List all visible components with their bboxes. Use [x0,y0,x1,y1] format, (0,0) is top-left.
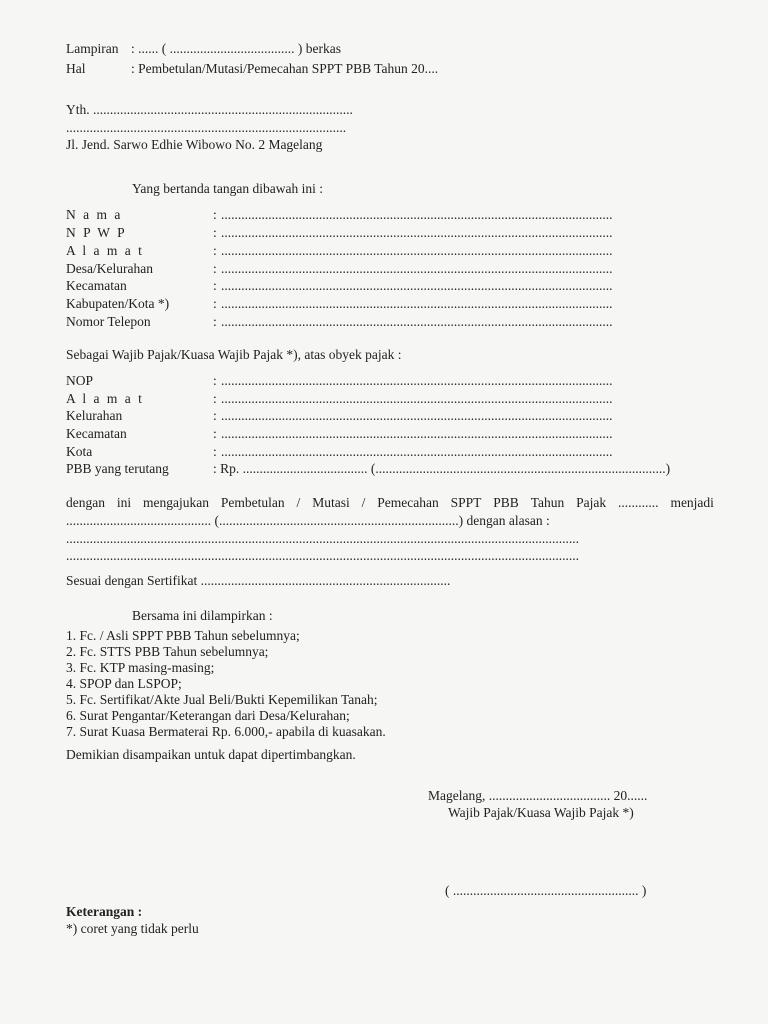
field-label-object-kecamatan: Kecamatan [66,426,127,441]
attachment-item: 1. Fc. / Asli SPPT PBB Tahun sebelumnya; [66,628,300,643]
field-blank-alamat[interactable]: .................................................................................................................... [221,243,613,258]
field-colon: : [213,426,217,441]
field-label-nop: NOP [66,373,94,388]
field-blank-nama[interactable]: .................................................................................................................... [221,207,613,222]
attachment-item: 3. Fc. KTP masing-masing; [66,660,215,675]
request-word: Mutasi [312,495,350,510]
field-blank-desa[interactable]: .................................................................................................................... [221,261,613,276]
hal-value: : Pembetulan/Mutasi/Pemecahan SPPT PBB Tahun 20.... [131,61,439,76]
attachment-item: 2. Fc. STTS PBB Tahun sebelumnya; [66,644,269,659]
addressee-address: Jl. Jend. Sarwo Edhie Wibowo No. 2 Magelang [66,137,323,152]
field-label-kelurahan: Kelurahan [66,408,123,423]
intro-text: Yang bertanda tangan dibawah ini : [132,181,323,196]
field-label-alamat: A l a m a t [66,243,144,258]
field-blank-pbb[interactable]: : Rp. ..................................... (......................................................................................) [213,461,671,476]
addressee-yth: Yth. ............................................................................. [66,102,353,117]
request-word: Pajak [576,495,607,510]
field-blank-npwp[interactable]: .................................................................................................................... [221,225,613,240]
request-line-3[interactable]: ........................................................................................................................................................ [66,531,579,546]
field-blank-telepon[interactable]: .................................................................................................................... [221,314,613,329]
field-colon: : [213,408,217,423]
field-blank-kelurahan[interactable]: .................................................................................................................... [221,408,613,423]
field-label-desa: Desa/Kelurahan [66,261,153,276]
field-colon: : [213,314,217,329]
field-label-telepon: Nomor Telepon [66,314,151,329]
closing-text: Demikian disampaikan untuk dapat dipertimbangkan. [66,747,356,762]
field-blank-kabupaten[interactable]: .................................................................................................................... [221,296,613,311]
request-line-2[interactable]: ........................................... (.......................................................................) dengan alasan : [66,513,550,528]
request-word: mengajukan [143,495,210,510]
request-blank[interactable]: ............ [618,495,659,510]
field-label-object-alamat: A l a m a t [66,391,144,406]
addressee-line: ................................................................................... [66,120,347,135]
attachment-item: 6. Surat Pengantar/Keterangan dari Desa/Kelurahan; [66,708,350,723]
field-colon: : [213,225,217,240]
notes-title: Keterangan : [66,904,143,919]
request-word: Tahun [530,495,565,510]
attachment-item: 5. Fc. Sertifikat/Akte Jual Beli/Bukti Kepemilikan Tanah; [66,692,378,707]
request-line-1 [66,494,714,511]
request-word: dengan [66,495,105,510]
field-colon: : [213,243,217,258]
lampiran-value: : ...... ( ..................................... ) berkas [131,41,341,56]
notes-text: *) coret yang tidak perlu [66,921,199,936]
field-colon: : [213,373,217,388]
request-word: ini [116,495,132,510]
lampiran-label: Lampiran [66,41,119,56]
request-word: PBB [493,495,519,510]
request-line-4[interactable]: ........................................................................................................................................................ [66,548,579,563]
field-colon: : [213,207,217,222]
field-blank-object-alamat[interactable]: .................................................................................................................... [221,391,613,406]
field-colon: : [213,444,217,459]
field-colon: : [213,261,217,276]
hal-label: Hal [66,61,86,76]
attachments-title: Bersama ini dilampirkan : [132,608,273,623]
signature-name-blank[interactable]: ( ....................................................... ) [445,883,647,898]
field-blank-kota[interactable]: .................................................................................................................... [221,444,613,459]
field-label-kecamatan: Kecamatan [66,278,127,293]
request-word: / [296,495,301,510]
attachment-item: 4. SPOP dan LSPOP; [66,676,182,691]
field-blank-object-kecamatan[interactable]: .................................................................................................................... [221,426,613,441]
field-colon: : [213,278,217,293]
request-word: SPPT [450,495,482,510]
field-blank-nop[interactable]: .................................................................................................................... [221,373,613,388]
field-label-npwp: N P W P [66,225,127,240]
field-colon: : [213,296,217,311]
field-label-pbb: PBB yang terutang [66,461,169,476]
field-label-kabupaten: Kabupaten/Kota *) [66,296,170,311]
request-word: / [361,495,366,510]
field-label-nama: N a m a [66,207,123,222]
certificate-line[interactable]: Sesuai dengan Sertifikat .......................................................................... [66,573,451,588]
request-word: Pemecahan [377,495,439,510]
request-word: Pembetulan [220,495,285,510]
field-label-kota: Kota [66,444,93,459]
signature-role: Wajib Pajak/Kuasa Wajib Pajak *) [448,805,634,820]
signature-place-date[interactable]: Magelang, .................................... 20...... [428,788,648,803]
field-blank-kecamatan[interactable]: .................................................................................................................... [221,278,613,293]
request-word: menjadi [670,495,714,510]
field-colon: : [213,391,217,406]
attachment-item: 7. Surat Kuasa Bermaterai Rp. 6.000,- apabila di kuasakan. [66,724,386,739]
object-intro: Sebagai Wajib Pajak/Kuasa Wajib Pajak *), atas obyek pajak : [66,347,402,362]
